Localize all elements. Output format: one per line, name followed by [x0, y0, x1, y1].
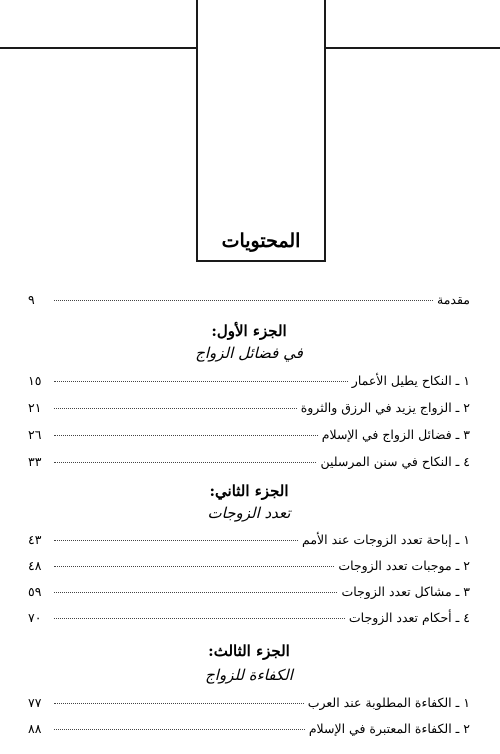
part-heading: الجزء الثاني: [209, 482, 289, 500]
toc-entry-label: ٢ ـ موجبات تعدد الزوجات [338, 558, 470, 573]
toc-entry[interactable] [28, 400, 470, 415]
toc-entry-label: ١ ـ الكفاءة المطلوبة عند العرب [307, 695, 470, 710]
toc-page-number: ٢١ [28, 400, 42, 415]
toc-entry-label: ٣ ـ مشاكل تعدد الزوجات [341, 584, 470, 599]
dot-leader [54, 381, 348, 382]
dot-leader [54, 540, 298, 541]
toc-entry-intro[interactable] [28, 292, 470, 307]
toc-entry[interactable] [28, 558, 470, 573]
toc-entry-label: مقدمة [437, 292, 470, 307]
toc-entry[interactable] [28, 373, 470, 388]
toc-page-number: ١٥ [28, 373, 42, 388]
toc-entry[interactable] [28, 454, 470, 469]
page-title: المحتويات [221, 230, 301, 252]
toc-entry[interactable] [28, 427, 470, 442]
toc-page-number: ٥٩ [28, 584, 42, 599]
header-rule-left [0, 47, 196, 49]
toc-entry[interactable] [28, 695, 470, 710]
dot-leader [54, 435, 318, 436]
dot-leader [54, 618, 345, 619]
toc-page-number: ٨٨ [28, 721, 42, 736]
dot-leader [54, 592, 337, 593]
dot-leader [54, 729, 305, 730]
toc-page-number: ٤٨ [28, 558, 42, 573]
toc-page-number: ٧٠ [28, 610, 42, 625]
contents-banner [196, 0, 326, 262]
dot-leader [54, 566, 334, 567]
toc-page-number: ٣٣ [28, 454, 42, 469]
part-heading: الجزء الأول: [211, 322, 287, 340]
dot-leader [54, 300, 433, 301]
toc-entry-label: ٤ ـ النكاح في سنن المرسلين [320, 454, 470, 469]
toc-entry-label: ١ ـ إباحة تعدد الزوجات عند الأمم [302, 532, 470, 547]
toc-page-number: ٢٦ [28, 427, 42, 442]
toc-entry[interactable] [28, 584, 470, 599]
part-heading: الجزء الثالث: [208, 642, 290, 660]
toc-entry[interactable] [28, 721, 470, 736]
part-subtitle: الكفاءة للزواج [205, 666, 293, 684]
toc-page-number: ٩ [28, 292, 35, 307]
toc-entry-label: ٣ ـ فضائل الزواج في الإسلام [321, 427, 470, 442]
dot-leader [54, 703, 304, 704]
toc-entry[interactable] [28, 610, 470, 625]
part-subtitle: في فضائل الزواج [195, 344, 303, 362]
toc-entry-label: ٢ ـ الكفاءة المعتبرة في الإسلام [308, 721, 470, 736]
toc-entry-label: ٢ ـ الزواج يزيد في الرزق والثروة [300, 400, 470, 415]
part-subtitle: تعدد الزوجات [207, 504, 291, 522]
header-rule-right [326, 47, 500, 49]
toc-entry-label: ١ ـ النكاح يطيل الأعمار [351, 373, 470, 388]
toc-page-number: ٤٣ [28, 532, 42, 547]
toc-page-number: ٧٧ [28, 695, 42, 710]
toc-entry-label: ٤ ـ أحكام تعدد الزوجات [348, 610, 470, 625]
dot-leader [54, 462, 316, 463]
dot-leader [54, 408, 297, 409]
toc-entry[interactable] [28, 532, 470, 547]
